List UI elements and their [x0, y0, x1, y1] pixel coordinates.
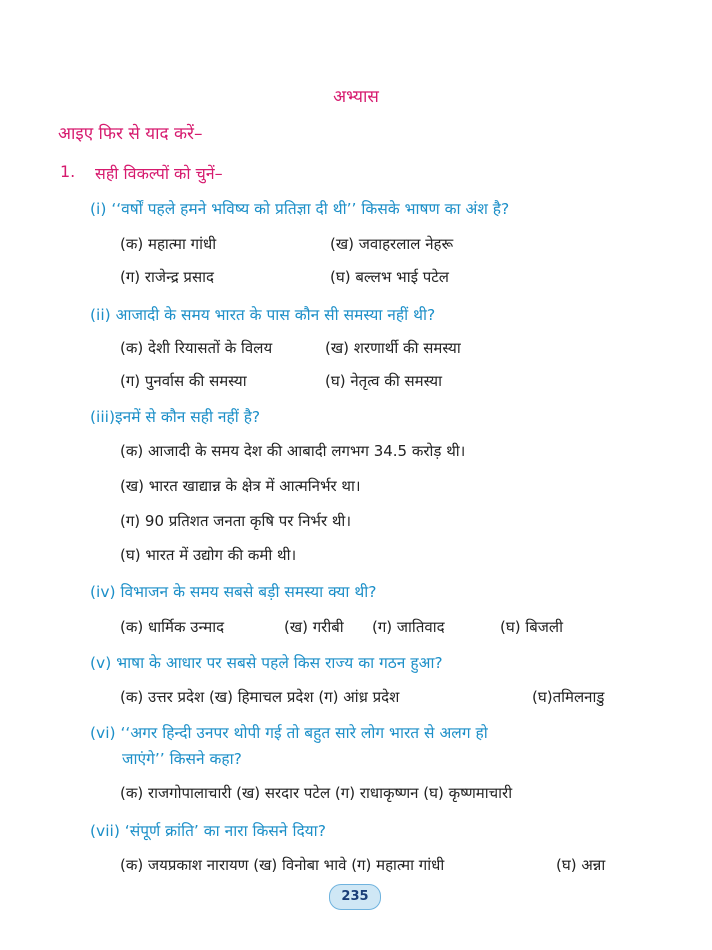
q3-option-d: (घ) भारत में उद्योग की कमी थी। — [120, 546, 297, 564]
exercise-instruction-text: सही विकल्पों को चुनें– — [95, 164, 223, 183]
question-2: (ii) आजादी के समय भारत के पास कौन सी समस्या नहीं थी? — [90, 306, 436, 324]
q5-option-d: (घ)तमिलनाडु — [532, 688, 605, 706]
q2-option-d: (घ) नेतृत्व की समस्या — [325, 372, 442, 390]
question-6-line-2: जाएंगे’’ किसने कहा? — [122, 750, 242, 768]
q7-options-abc: (क) जयप्रकाश नारायण (ख) विनोबा भावे (ग) महात्मा गांधी — [120, 856, 445, 874]
q4-option-d: (घ) बिजली — [500, 618, 563, 636]
q1-option-a: (क) महात्मा गांधी — [120, 235, 217, 253]
q3-option-b: (ख) भारत खाद्यान्न के क्षेत्र में आत्मनिर्भर था। — [120, 477, 361, 495]
q3-option-c: (ग) 90 प्रतिशत जनता कृषि पर निर्भर थी। — [120, 512, 351, 530]
q5-options-abc: (क) उत्तर प्रदेश (ख) हिमाचल प्रदेश (ग) आंध्र प्रदेश — [120, 688, 400, 706]
q2-option-b: (ख) शरणार्थी की समस्या — [325, 339, 461, 357]
question-5: (v) भाषा के आधार पर सबसे पहले किस राज्य का गठन हुआ? — [90, 654, 443, 672]
q1-option-d: (घ) बल्लभ भाई पटेल — [330, 268, 449, 286]
question-1: (i) ‘‘वर्षों पहले हमने भविष्य को प्रतिज्ञा दी थी’’ किसके भाषण का अंश है? — [90, 200, 510, 218]
exercise-number: 1. — [60, 162, 76, 181]
question-3: (iii)इनमें से कौन सही नहीं है? — [90, 408, 261, 426]
exercise-instruction — [0, 162, 712, 184]
q4-option-c: (ग) जातिवाद — [372, 618, 445, 636]
q3-option-a: (क) आजादी के समय देश की आबादी लगभग 34.5 करोड़ थी। — [120, 442, 466, 460]
q6-options: (क) राजगोपालाचारी (ख) सरदार पटेल (ग) राधाकृष्णन (घ) कृष्णमाचारी — [120, 784, 513, 802]
page-number-badge: 235 — [329, 884, 381, 910]
q1-option-c: (ग) राजेन्द्र प्रसाद — [120, 268, 214, 286]
q4-option-b: (ख) गरीबी — [284, 618, 344, 636]
q2-option-c: (ग) पुनर्वास की समस्या — [120, 372, 247, 390]
q1-option-b: (ख) जवाहरलाल नेहरू — [330, 235, 454, 253]
section-heading: आइए फिर से याद करें– — [58, 124, 203, 144]
question-7: (vii) ‘संपूर्ण क्रांति’ का नारा किसने दिया? — [90, 822, 326, 840]
question-6-line-1: (vi) ‘‘अगर हिन्दी उनपर थोपी गई तो बहुत सारे लोग भारत से अलग हो — [90, 724, 488, 742]
exercise-title: अभ्यास — [333, 87, 379, 107]
q2-option-a: (क) देशी रियासतों के विलय — [120, 339, 273, 357]
q4-option-a: (क) धार्मिक उन्माद — [120, 618, 225, 636]
q7-option-d: (घ) अन्ना — [556, 856, 606, 874]
question-4: (iv) विभाजन के समय सबसे बड़ी समस्या क्या थी? — [90, 583, 377, 601]
